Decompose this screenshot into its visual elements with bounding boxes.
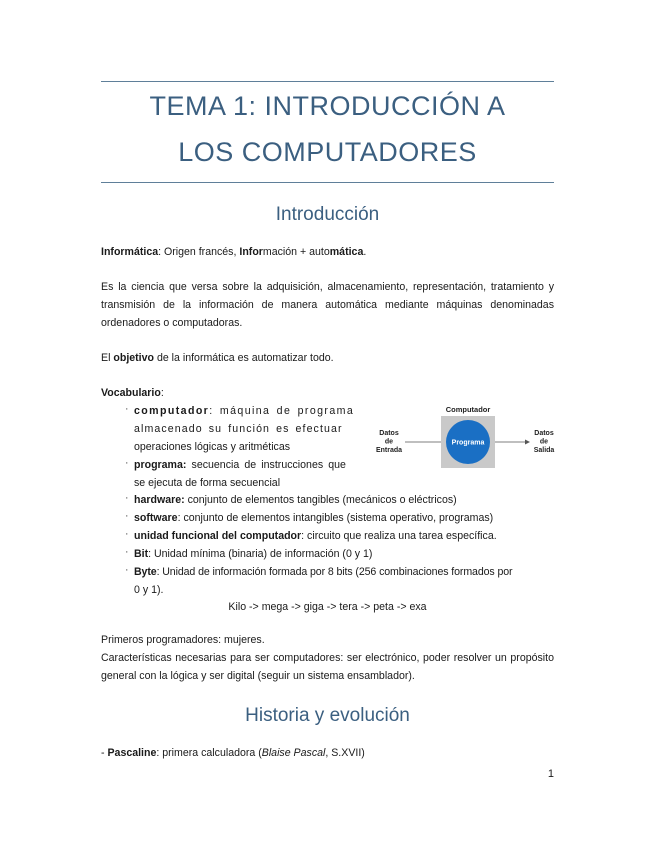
software-text: : conjunto de elementos intangibles (sistema operativo, programas) [177,512,494,524]
title-bottom-rule [101,182,554,183]
unidad-term: unidad funcional del computador [134,530,302,542]
page-title-line-2: LOS COMPUTADORES [178,137,477,167]
page-number: 1 [547,768,554,780]
infor-rest: mación + auto [262,246,330,258]
units-line: Kilo -> mega -> giga -> tera -> peta -> exa [228,601,427,613]
section-heading-introduccion: Introducción [275,204,380,225]
bullet-software: · [125,510,129,522]
programa-term: programa: [134,459,187,471]
pascaline-end: , S.XVII) [325,747,365,759]
objetivo-paragraph [101,349,554,367]
programa-text-1: secuencia de instrucciones que [186,459,346,471]
informatica-end: . [363,246,367,258]
unidad-text: : circuito que realiza una tarea específica. [301,530,497,542]
page-title-line-1: TEMA 1: INTRODUCCIÓN A [149,91,506,121]
vocab-item-programa [134,456,364,492]
informatica-term: Informática [101,246,159,258]
programa-line-2: se ejecuta de forma secuencial [134,477,281,489]
computador-term: computador [134,405,210,417]
vocab-item-software [134,509,554,527]
hardware-term: hardware: [134,494,185,506]
vocabulario-heading [101,384,164,402]
diagram-title: Computador [445,405,491,414]
diagram-output-label-2: de [539,438,549,446]
software-term: software [134,512,178,524]
byte-line-2: 0 y 1). [134,584,164,596]
objetivo-pre: El [101,352,114,364]
bullet-computador: · [125,403,129,415]
bit-term: Bit [134,548,149,560]
pascaline-text: : primera calculadora ( [156,747,262,759]
computer-diagram [374,404,562,470]
pascaline-author: Blaise Pascal [261,747,326,759]
caracteristicas-paragraph: Características necesarias para ser computadores: ser electrónico, poder resolver un propósito general con la lógica y ser digital (seguir un sistema ensamblador). [101,652,554,682]
diagram-center-label: Programa [451,439,485,447]
informatica-text: : Origen francés, [158,246,240,258]
byte-term: Byte [134,566,157,578]
diagram-input-label-1: Datos [379,430,399,437]
section-heading-historia: Historia y evolución [245,705,410,726]
vocab-item-bit [134,545,554,563]
objetivo-term: objetivo [113,352,154,364]
vocab-item-hardware [134,491,554,509]
infor-bold: Infor [239,246,263,258]
vocab-item-unidad [134,527,554,545]
bullet-bit: · [125,546,129,558]
pascaline-item [101,744,554,762]
bullet-unidad: · [125,528,129,540]
computador-line-1 [134,402,364,420]
hardware-text: conjunto de elementos tangibles (mecánicos o eléctricos) [184,494,457,506]
byte-line-1 [134,563,554,581]
vocabulario-label: Vocabulario [101,387,161,399]
pascaline-prefix: - [101,747,108,759]
informatica-paragraph [101,243,554,261]
byte-text-1: : Unidad de información formada por 8 bits (256 combinaciones formados por [156,566,513,578]
diagram-input-label-2: de [384,438,394,446]
definition-paragraph: Es la ciencia que versa sobre la adquisición, almacenamiento, representación, tratamiento y transmisión de la información de manera automática mediante máquinas denominadas ordenadores o computadoras. [101,281,554,329]
computador-text-1: : máquina de programa [209,405,355,417]
vocab-item-computador [134,402,364,456]
diagram-output-label-3: Salida [533,447,555,454]
bullet-hardware: · [125,492,129,504]
bullet-byte: · [125,564,129,576]
title-top-rule [101,81,554,82]
objetivo-text: de la informática es automatizar todo. [154,352,334,364]
bullet-programa: · [125,457,129,469]
diagram-output-label-1: Datos [534,430,554,437]
bit-text: : Unidad mínima (binaria) de información (0 y 1) [148,548,373,560]
programadores-paragraph: Primeros programadores: mujeres. [101,634,265,646]
pascaline-term: Pascaline [107,747,157,759]
computador-line-3: operaciones lógicas y aritméticas [134,441,291,453]
vocab-item-byte [134,563,554,599]
programa-line-1 [134,456,364,474]
vocabulario-colon: : [160,387,164,399]
diagram-input-label-3: Entrada [375,447,403,454]
computador-line-2: almacenado su función es efectuar [134,423,343,435]
matica-bold: mática [329,246,364,258]
diagram-output-arrowhead [525,440,530,445]
